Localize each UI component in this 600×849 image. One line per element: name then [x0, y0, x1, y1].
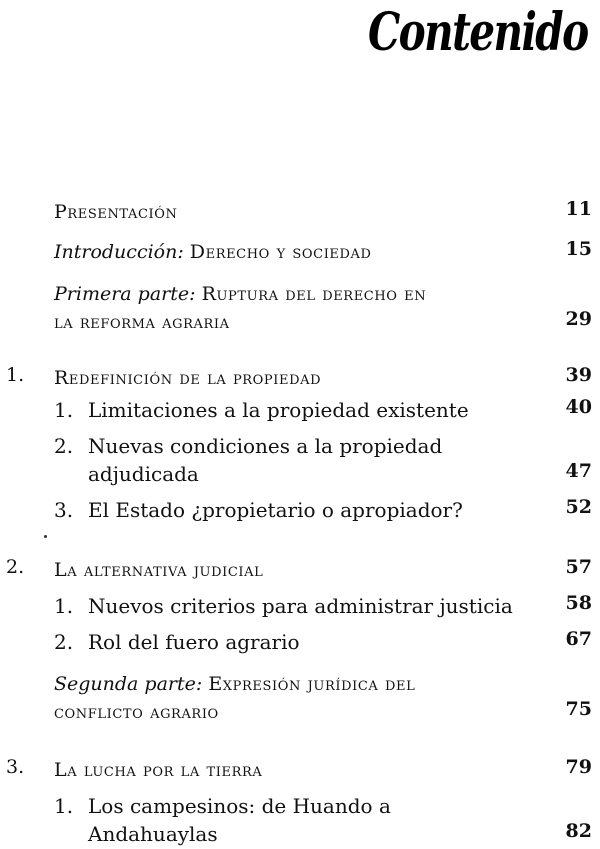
toc-entry-label-line2: Andahuaylas — [88, 822, 218, 846]
toc-entry-prefix: Segunda parte: — [54, 673, 203, 695]
toc-entry-label: Nuevos criterios para administrar justicia — [88, 594, 513, 618]
toc-entry-page: 29 — [565, 308, 592, 330]
toc-entry-label: Nuevas condiciones a la propiedad — [88, 434, 443, 458]
toc-entry-page: 67 — [565, 628, 592, 650]
toc-entry-label: Expresión jurídica del — [208, 673, 416, 695]
toc-entry-prefix: Introducción: — [54, 241, 184, 263]
toc-entry-label: Limitaciones a la propiedad existente — [88, 398, 469, 422]
toc-entry-label: Los campesinos: de Huando a — [88, 794, 391, 818]
toc-entry-page: 57 — [565, 556, 592, 578]
toc-entry-label: Ruptura del derecho en — [201, 283, 427, 305]
toc-entry-page: 52 — [565, 496, 592, 518]
toc-entry-page: 58 — [565, 592, 592, 614]
toc-entry-label: Redefinición de la propiedad — [54, 367, 322, 389]
toc-entry-number: 2. — [6, 556, 25, 578]
toc-entry-label: La lucha por la tierra — [54, 759, 263, 781]
toc-entry-prefix: Primera parte: — [54, 283, 196, 305]
toc-entry-number: 1. — [54, 398, 74, 422]
toc-entry-label: Rol del fuero agrario — [88, 630, 300, 654]
toc-entry-number: 2. — [54, 434, 74, 458]
toc-entry-label: La alternativa judicial — [54, 559, 264, 581]
toc-entry-page: 40 — [565, 396, 592, 418]
toc-entry-number: 2. — [54, 630, 74, 654]
toc-entry-label-line2: conflicto agrario — [54, 701, 219, 723]
toc-entry-page: 75 — [565, 698, 592, 720]
toc-entry-page: 79 — [565, 756, 592, 778]
toc-entry-number: 3. — [54, 498, 74, 522]
toc-entry-label-line2: adjudicada — [88, 462, 199, 486]
toc-entry-label: Derecho y sociedad — [189, 241, 372, 263]
toc-entry-page: 39 — [565, 364, 592, 386]
toc-entry-number: 1. — [54, 794, 74, 818]
toc-entry-label-line2: la reforma agraria — [54, 311, 230, 333]
page-title: Contenido — [368, 2, 588, 63]
toc-entry-page: 47 — [565, 460, 592, 482]
toc-entry-number: 3. — [6, 756, 25, 778]
toc-entry-page: 82 — [565, 820, 592, 842]
toc-entry-label: Presentación — [54, 201, 178, 223]
toc-entry-page: 15 — [565, 238, 592, 260]
toc-entry-number: 1. — [54, 594, 74, 618]
toc-entry-number: 1. — [6, 364, 25, 386]
toc-entry-label: El Estado ¿propietario o apropiador? — [88, 498, 463, 522]
toc-entry-page: 11 — [565, 198, 592, 220]
scan-speck — [44, 535, 47, 538]
